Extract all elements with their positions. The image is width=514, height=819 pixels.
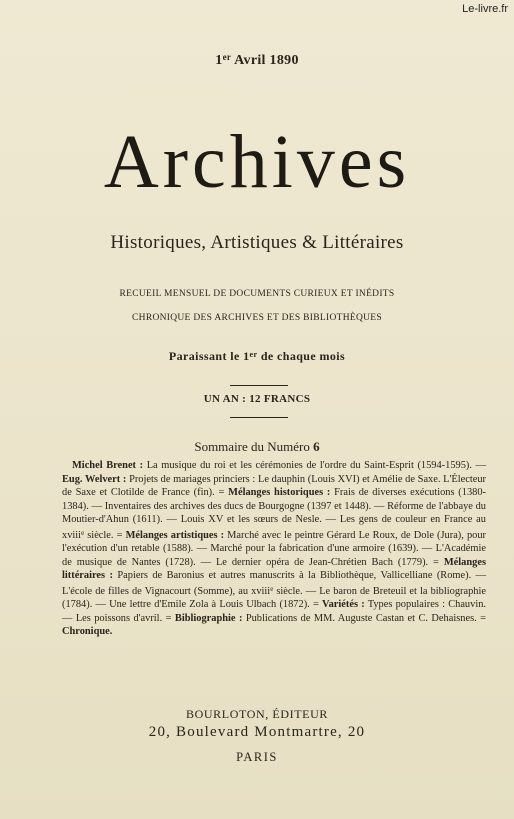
date-day: 1 [215,53,223,68]
chronique-line: CHRONIQUE DES ARCHIVES ET DES BIBLIOTHÈQUES [132,313,382,323]
contents-text: e [270,584,274,593]
divider-top [230,385,288,386]
date-sup: er [222,52,232,62]
contents-heading: Mélanges littéraires : [62,556,486,581]
table-of-contents [62,459,486,639]
date-rest: Avril 1890 [231,53,299,68]
contents-heading: Mélanges historiques : [228,487,331,498]
contents-text: Types populaires : Chauvin. — Les poissons d'avril. = [62,599,487,624]
publisher-address: 20, Boulevard Montmartre, 20 [148,724,366,740]
magazine-subtitle: Historiques, Artistiques & Littéraires [110,232,404,253]
sommaire-number: 6 [313,439,320,454]
contents-heading: Eug. Welvert : [62,473,127,485]
contents-heading: Bibliographie : [174,612,243,624]
contents-text: Publications de MM. Auguste Castan et C. Dehaisnes. = [242,612,487,624]
subscription-price: UN AN : 12 FRANCS [203,393,311,405]
contents-text: Projets de mariages princiers : Le dauphin (Louis XVI) et Amélie de Saxe. L'Électeur de Saxe et Clotilde de France (fin). = [62,473,486,498]
sommaire-heading [0,439,514,455]
divider-bottom [230,417,288,418]
contents-heading: Variétés : [322,599,365,610]
contents-text: siècle. = [84,529,126,541]
publisher: BOURLOTON, ÉDITEUR [186,707,328,721]
watermark: Le-livre.fr [462,3,508,15]
contents-heading: Mélanges artistiques : [125,529,225,541]
contents-text: siècle. — Le baron de Breteuil et la bibliographie (1784). — Une lettre d'Emile Zola à Louis Ulbach (1872). = [62,585,486,610]
contents-text: La musique du roi et les cérémonies de l'ordre du Saint-Esprit (1594-1595). — [143,460,486,471]
contents-heading: Michel Brenet : [72,460,144,471]
parution-sup: er [249,350,258,359]
contents-text: e [81,528,85,537]
parution-b: de chaque mois [257,349,346,363]
parution-line [0,349,514,364]
issue-date [0,52,514,69]
recueil-line: RECUEIL MENSUEL DE DOCUMENTS CURIEUX ET INÉDITS [119,289,395,299]
contents-text: Papiers de Baronius et autres manuscrits à la Bibliothèque, Vallicelliane (Rome). — L'école de filles de Vignacourt (Somme), au xviii [62,570,486,597]
contents-heading: Chronique. [62,626,113,637]
sommaire-label: Sommaire du Numéro [194,439,314,454]
contents-text: Frais de diverses exécutions (1380-1384). — Inventaires des archives des ducs de Bourgogne (1397 et 1448). — Réforme de l'abbaye du Moutier-d'Ahun (1611). — Louis XV et les sœurs de Nesle. — Les gens de couleur en France au xviii [62,487,487,541]
magazine-title: Archives [103,120,411,204]
contents-text: Marché avec le peintre Gérard Le Roux, de Dole (Jura), pour l'exécution d'un retable (1588). — Marché pour la fabrication d'une armoire (1639). — L'Académie de musique de Nantes (1728). — Le dernier opéra de Jean-Chrétien Bach (1779). = [62,529,486,568]
parution-a: Paraissant le 1 [168,349,250,363]
publisher-city: PARIS [236,750,278,764]
